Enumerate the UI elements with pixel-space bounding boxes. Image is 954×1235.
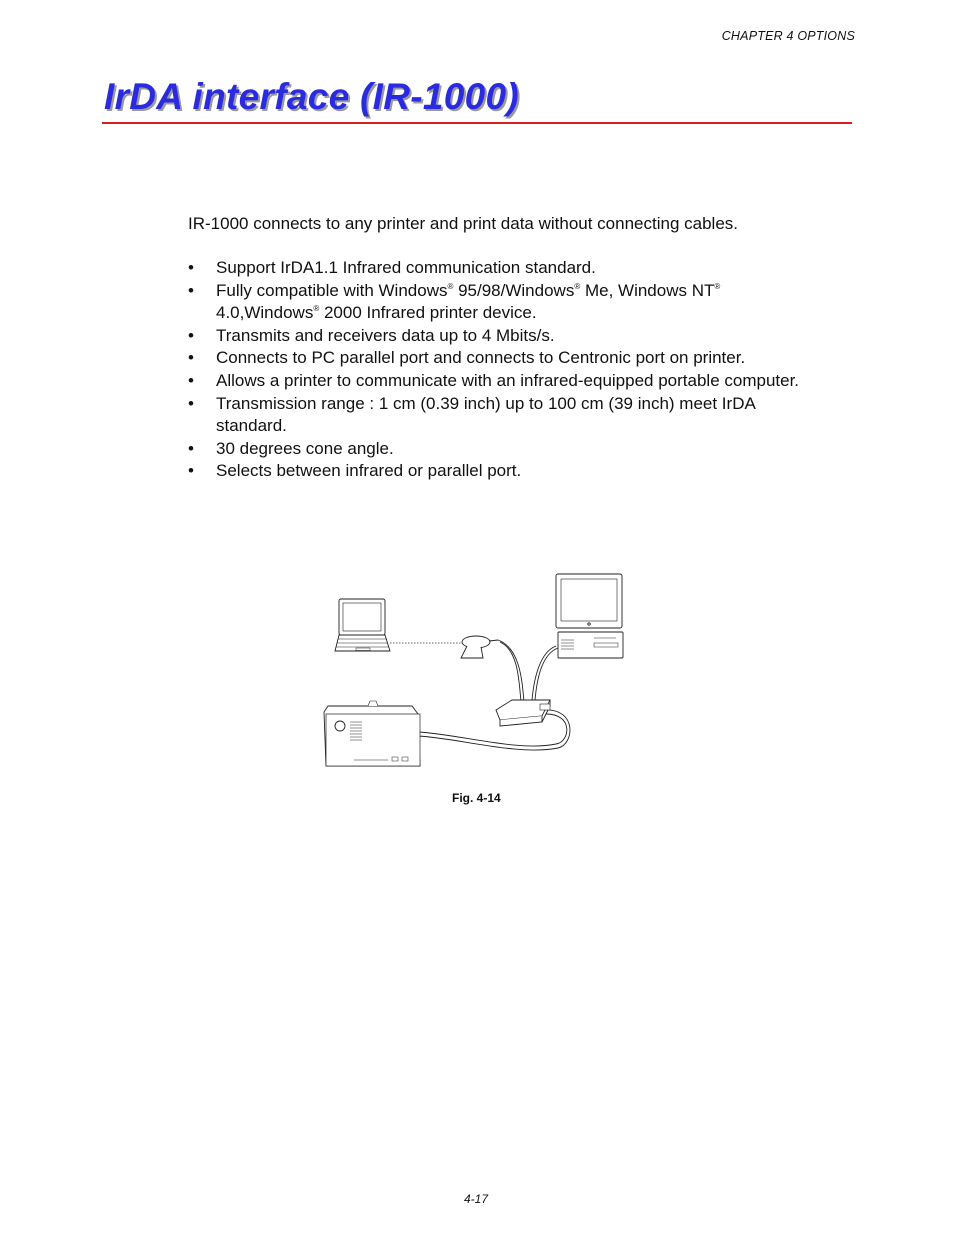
bullet: • [188, 325, 194, 345]
feature-text: Me, Windows NT [580, 280, 715, 300]
registered-mark: ® [574, 281, 581, 291]
feature-item-allows [188, 370, 828, 393]
feature-text: 4.0,Windows [216, 303, 314, 323]
bullet: • [188, 370, 194, 390]
feature-text: Fully compatible with Windows [216, 280, 448, 300]
cables [418, 640, 570, 750]
intro-paragraph: IR-1000 connects to any printer and print data without connecting cables. [188, 214, 739, 233]
feature-item-range [188, 393, 828, 438]
chapter-header: CHAPTER 4 OPTIONS [721, 29, 855, 43]
ir-transceiver-icon [461, 636, 498, 658]
feature-text: Support IrDA1.1 Infrared communication standard. [216, 258, 596, 277]
page-title: IrDA interface (IR-1000) [104, 76, 520, 117]
feature-text: 30 degrees cone angle. [216, 438, 394, 458]
bullet: • [188, 461, 194, 481]
feature-text: Allows a printer to communicate with an infrared-equipped portable computer. [216, 370, 800, 390]
feature-item-support [188, 257, 828, 280]
feature-item-cone [188, 438, 828, 461]
feature-text: 95/98/Windows [453, 280, 575, 300]
feature-text: 2000 Infrared printer device. [319, 303, 537, 323]
feature-item-transmit [188, 325, 828, 348]
bullet: • [188, 438, 194, 458]
feature-text: Transmits and receivers data up to 4 Mbits/s. [216, 325, 555, 345]
connection-diagram [318, 570, 636, 775]
feature-text: Transmission range : 1 cm (0.39 inch) up to 100 cm (39 inch) meet IrDA standard. [216, 393, 755, 436]
switch-box-icon [496, 700, 550, 726]
bullet: • [188, 280, 194, 300]
feature-item-connects [188, 347, 828, 370]
feature-text: Selects between infrared or parallel port. [216, 461, 522, 481]
feature-item-compat [188, 280, 828, 325]
bullet: • [188, 393, 194, 413]
feature-list [188, 257, 828, 483]
registered-mark: ® [313, 304, 320, 314]
bullet: • [188, 348, 194, 368]
laptop-icon [335, 599, 390, 651]
desktop-computer-icon [556, 574, 623, 658]
printer-icon [324, 701, 420, 766]
registered-mark: ® [714, 281, 721, 291]
figure-caption: Fig. 4-14 [452, 791, 501, 805]
feature-item-selects [188, 460, 828, 483]
bullet: • [188, 258, 194, 277]
feature-text: Connects to PC parallel port and connects to Centronic port on printer. [216, 348, 746, 368]
registered-mark: ® [447, 281, 454, 291]
title-rule [102, 122, 852, 124]
page-number: 4-17 [464, 1192, 489, 1206]
